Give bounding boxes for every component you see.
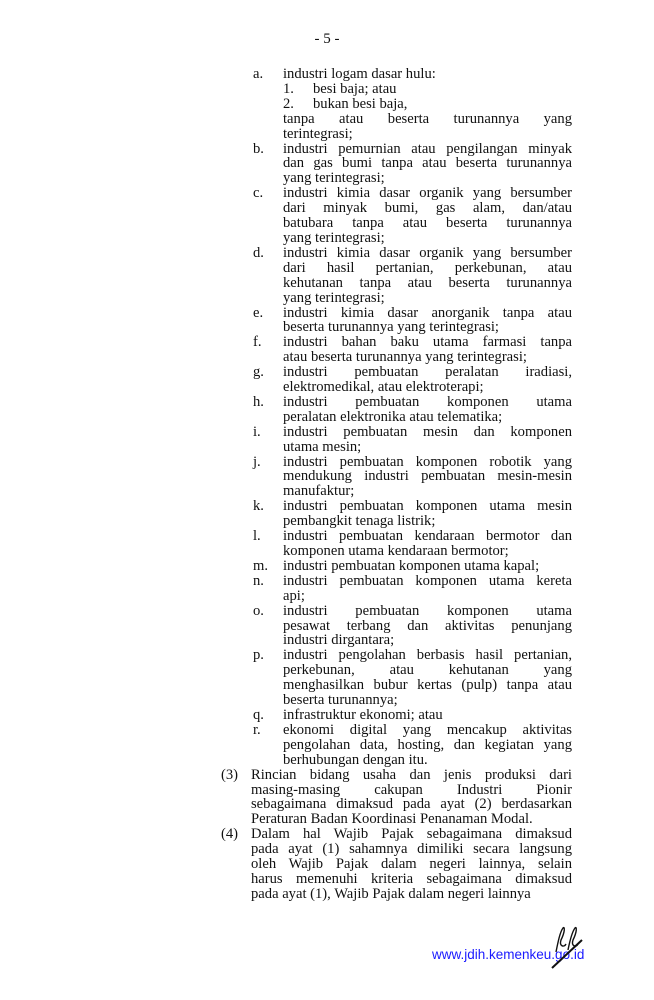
- text-line: harus memenuhi kriteria sebagaimana dimaksud: [251, 870, 572, 887]
- item-label: q.: [253, 706, 264, 723]
- item-label: f.: [253, 334, 262, 351]
- list-item: [0, 335, 654, 365]
- item-label: b.: [253, 140, 264, 157]
- list-item: [0, 395, 654, 425]
- text-line: infrastruktur ekonomi; atau: [283, 706, 443, 723]
- text-line: sebagaimana dimaksud pada ayat (2) berdasarkan: [251, 796, 572, 813]
- item-label: (4): [221, 826, 239, 843]
- list-item: [0, 365, 654, 395]
- page-number: - 5 -: [314, 31, 340, 47]
- text-line: elektromedikal, atau elektroterapi;: [283, 379, 484, 396]
- item-label: a.: [253, 66, 264, 82]
- item-label: p.: [253, 647, 264, 664]
- text-line: industri pengolahan berbasis hasil pertanian,: [283, 647, 572, 664]
- text-line: pada ayat (1), Wajib Pajak dalam negeri lainnya: [251, 885, 531, 902]
- text-line: peralatan elektronika atau telematika;: [283, 408, 503, 425]
- item-label: r.: [253, 721, 261, 738]
- item-label: j.: [253, 453, 261, 470]
- item-label: e.: [253, 304, 264, 321]
- list-item: [0, 306, 654, 336]
- text-line: industri pembuatan komponen utama kereta: [283, 572, 572, 589]
- text-line: yang terintegrasi;: [283, 170, 385, 187]
- text-line: menghasilkan bubur kertas (pulp) tanpa atau: [283, 677, 572, 694]
- text-line: pengolahan data, hosting, dan kegiatan yang: [283, 736, 572, 753]
- text-line: industri pembuatan mesin dan komponen: [283, 423, 572, 440]
- sub-list-item: [0, 82, 654, 97]
- text-line: berhubungan dengan itu.: [283, 751, 428, 768]
- item-label: l.: [253, 528, 261, 545]
- signature-initials-icon: [548, 922, 588, 972]
- text-line: dari hasil pertanian, perkebunan, atau: [283, 259, 572, 276]
- item-label: h.: [253, 393, 264, 410]
- text-line: terintegrasi;: [283, 125, 353, 142]
- item-label: 1.: [283, 80, 294, 97]
- item-label: i.: [253, 423, 261, 440]
- text-line: industri logam dasar hulu:: [283, 66, 436, 82]
- text-line: beserta turunannya yang terintegrasi;: [283, 319, 499, 336]
- continuation-text: [0, 112, 654, 142]
- text-line: industri dirgantara;: [283, 632, 395, 649]
- text-line: industri pembuatan komponen utama kapal;: [283, 557, 540, 574]
- text-line: besi baja; atau: [313, 80, 397, 97]
- text-line: industri pembuatan komponen utama: [283, 393, 572, 410]
- text-line: manufaktur;: [283, 483, 355, 500]
- text-line: mendukung industri pembuatan mesin-mesin: [283, 468, 572, 485]
- text-line: bukan besi baja,: [313, 95, 408, 112]
- document-body: [0, 67, 654, 902]
- text-line: pada ayat (1) sahamnya dimiliki secara langsung: [251, 841, 572, 858]
- list-item: [0, 246, 654, 306]
- text-line: dari minyak bumi, gas alam, dan/atau: [283, 200, 572, 217]
- text-line: industri pemurnian atau pengilangan minyak: [283, 140, 572, 157]
- text-line: industri pembuatan komponen utama: [283, 602, 572, 619]
- text-line: batubara tanpa atau beserta turunannya: [283, 215, 572, 232]
- sub-list-item: [0, 97, 654, 112]
- item-label: o.: [253, 602, 264, 619]
- list-item: [0, 648, 654, 708]
- list-item: [0, 142, 654, 187]
- paragraph: [0, 827, 654, 902]
- text-line: utama mesin;: [283, 438, 362, 455]
- list-item: [0, 425, 654, 455]
- item-label: c.: [253, 185, 264, 202]
- item-label: g.: [253, 364, 264, 381]
- list-item: [0, 708, 654, 723]
- text-line: api;: [283, 587, 305, 604]
- text-line: kehutanan tanpa atau beserta turunannya: [283, 274, 572, 291]
- item-label: d.: [253, 244, 264, 261]
- text-line: industri pembuatan kendaraan bermotor dan: [283, 528, 572, 545]
- item-label: n.: [253, 572, 264, 589]
- text-line: yang terintegrasi;: [283, 289, 385, 306]
- text-line: industri pembuatan peralatan iradiasi,: [283, 364, 572, 381]
- list-item: [0, 186, 654, 246]
- text-line: industri kimia dasar anorganik tanpa atau: [283, 304, 572, 321]
- text-line: pesawat terbang dan aktivitas penunjang: [283, 617, 572, 634]
- list-item: [0, 604, 654, 649]
- text-line: dan gas bumi tanpa atau beserta turunannya: [283, 155, 572, 172]
- item-label: 2.: [283, 95, 294, 112]
- text-line: Peraturan Badan Koordinasi Penanaman Modal.: [251, 811, 533, 828]
- paragraph: [0, 768, 654, 828]
- text-line: tanpa atau beserta turunannya yang: [283, 110, 572, 127]
- text-line: masing-masing cakupan Industri Pionir: [251, 781, 572, 798]
- list-item: [0, 67, 654, 82]
- text-line: komponen utama kendaraan bermotor;: [283, 543, 509, 559]
- text-line: industri kimia dasar organik yang bersumber: [283, 244, 572, 261]
- list-item: [0, 574, 654, 604]
- text-line: atau beserta turunannya yang terintegrasi;: [283, 349, 527, 366]
- item-label: k.: [253, 498, 264, 515]
- list-item: [0, 723, 654, 768]
- text-line: ekonomi digital yang mencakup aktivitas: [283, 721, 572, 738]
- text-line: Rincian bidang usaha dan jenis produksi dari: [251, 766, 572, 783]
- item-label: m.: [253, 557, 268, 574]
- list-item: [0, 455, 654, 500]
- list-item: [0, 559, 654, 574]
- text-line: pembangkit tenaga listrik;: [283, 513, 436, 530]
- text-line: yang terintegrasi;: [283, 229, 385, 246]
- text-line: oleh Wajib Pajak dalam negeri lainnya, selain: [251, 856, 572, 873]
- item-label: (3): [221, 766, 239, 783]
- text-line: industri kimia dasar organik yang bersumber: [283, 185, 572, 202]
- jdih-link[interactable]: www.jdih.kemenkeu.go.id: [432, 947, 585, 962]
- text-line: beserta turunannya;: [283, 692, 398, 709]
- text-line: industri pembuatan komponen robotik yang: [283, 453, 572, 470]
- text-line: industri pembuatan komponen utama mesin: [283, 498, 572, 515]
- list-item: [0, 529, 654, 559]
- text-line: perkebunan, atau kehutanan yang: [283, 662, 572, 679]
- list-item: [0, 499, 654, 529]
- text-line: industri bahan baku utama farmasi tanpa: [283, 334, 572, 351]
- text-line: Dalam hal Wajib Pajak sebagaimana dimaksud: [251, 826, 572, 843]
